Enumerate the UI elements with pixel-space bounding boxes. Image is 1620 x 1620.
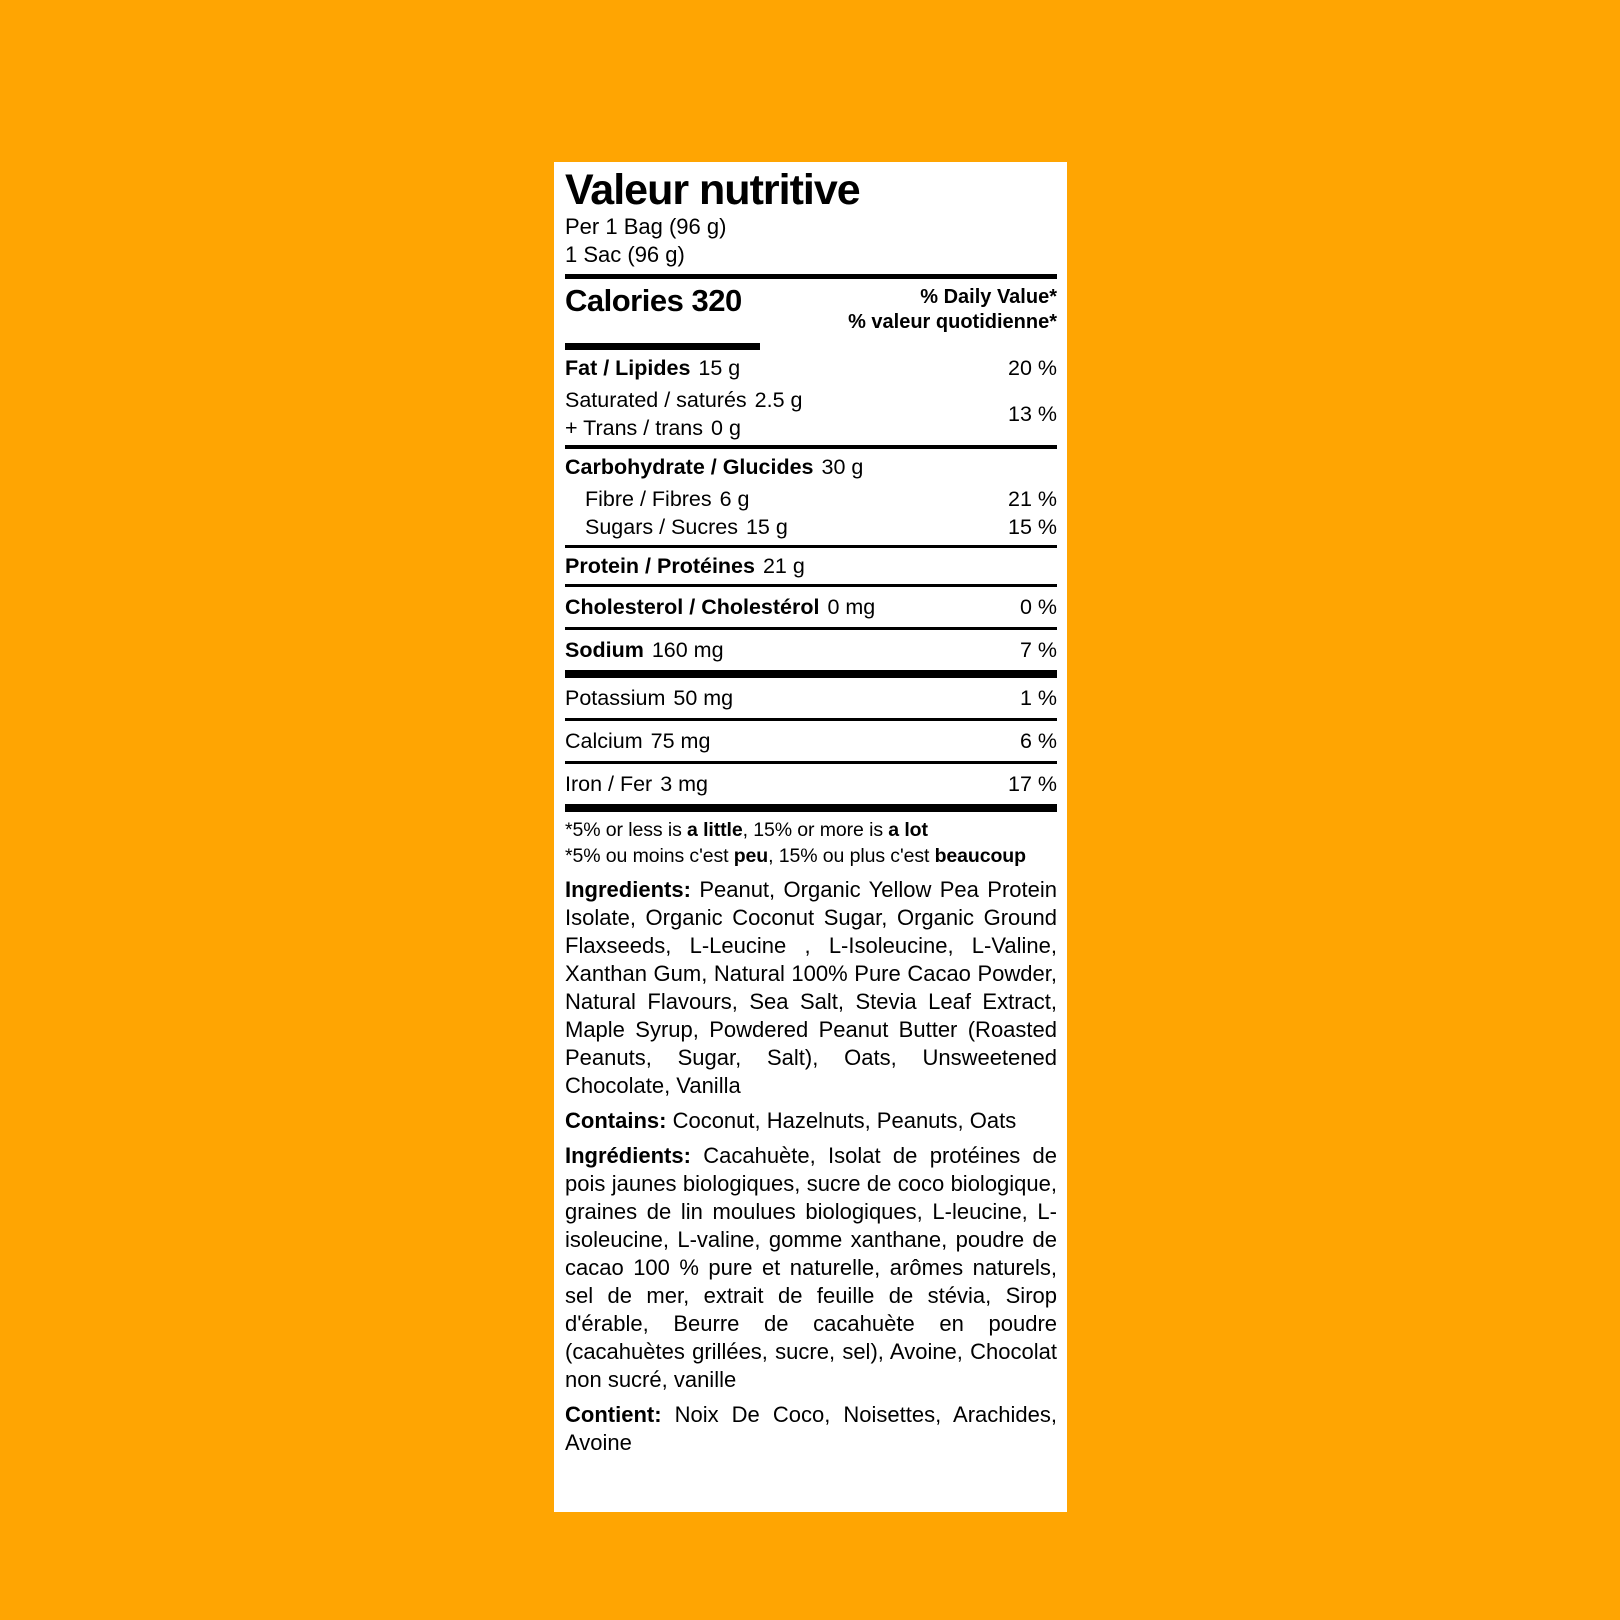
- iron-dv: 17 %: [1007, 772, 1057, 796]
- calories-label: Calories: [565, 283, 684, 318]
- calories-row: [565, 279, 1057, 335]
- divider-iron-footnote: [565, 804, 1057, 812]
- contains-en: [565, 1107, 1057, 1135]
- contains-en-text: Coconut, Hazelnuts, Peanuts, Oats: [672, 1108, 1017, 1133]
- sodium-name: Sodium: [565, 638, 644, 662]
- nutrient-row-iron: [565, 764, 1057, 804]
- contains-fr: [565, 1401, 1057, 1457]
- nutrient-row-cholesterol: [565, 587, 1057, 627]
- calories-value: [565, 285, 742, 317]
- contains-fr-label: Contient:: [565, 1402, 662, 1427]
- calcium-name: Calcium: [565, 729, 643, 753]
- ingredients-en-text: Peanut, Organic Yellow Pea Protein Isolate, Organic Coconut Sugar, Organic Ground Flaxseeds, L-Leucine , L-Isoleucine, L-Valine, Xanthan Gum, Natural 100% Pure Cacao Powder, Natural Flavours, Sea Salt, Stevia Leaf Extract, Maple Syrup, Powdered Peanut Butter (Roasted Peanuts, Sugar, Salt), Oats, Unsweetened Chocolate, Vanilla: [565, 877, 1057, 1098]
- nutrient-row-sugars: [565, 513, 1057, 545]
- calories-underline-bar: [565, 343, 760, 350]
- ingredients-en: [565, 876, 1057, 1100]
- serving-size-en: Per 1 Bag (96 g): [565, 214, 727, 239]
- ingredients-fr-label: Ingrédients:: [565, 1143, 691, 1168]
- sugars-dv: 15 %: [1007, 515, 1057, 539]
- cholesterol-name: Cholesterol / Cholestérol: [565, 595, 820, 619]
- saturated-trans-dv: 13 %: [1007, 402, 1057, 426]
- saturated-amount: 2.5 g: [754, 388, 803, 412]
- calcium-dv: 6 %: [1019, 729, 1057, 753]
- fat-name: Fat / Lipides: [565, 356, 691, 380]
- carbohydrate-amount: 30 g: [821, 455, 864, 479]
- ingredients-en-label: Ingredients:: [565, 877, 691, 902]
- contains-en-label: Contains:: [565, 1108, 667, 1133]
- potassium-name: Potassium: [565, 686, 666, 710]
- nutrient-row-sodium: [565, 630, 1057, 670]
- potassium-dv: 1 %: [1019, 686, 1057, 710]
- nutrition-facts-label: [554, 162, 1067, 1512]
- serving-size-fr: 1 Sac (96 g): [565, 242, 685, 267]
- ingredients-fr: [565, 1142, 1057, 1394]
- fibre-dv: 21 %: [1007, 487, 1057, 511]
- daily-value-header-en: % Daily Value*: [920, 286, 1057, 308]
- daily-value-header-fr: % valeur quotidienne*: [848, 311, 1057, 333]
- sodium-dv: 7 %: [1019, 638, 1057, 662]
- nutrient-row-carbohydrate: [565, 449, 1057, 485]
- sodium-amount: 160 mg: [651, 638, 724, 662]
- nutrient-row-trans: [565, 414, 802, 442]
- iron-amount: 3 mg: [660, 772, 709, 796]
- fat-dv: 20 %: [1007, 356, 1057, 380]
- trans-name: + Trans / trans: [565, 416, 704, 440]
- protein-name: Protein / Protéines: [565, 554, 755, 578]
- saturated-name: Saturated / saturés: [565, 388, 747, 412]
- nutrient-row-saturated: [565, 386, 802, 414]
- fibre-amount: 6 g: [719, 487, 750, 511]
- protein-amount: 21 g: [762, 554, 805, 578]
- iron-name: Iron / Fer: [565, 772, 653, 796]
- trans-amount: 0 g: [711, 416, 741, 440]
- carbohydrate-name: Carbohydrate / Glucides: [565, 455, 814, 479]
- fat-amount: 15 g: [698, 356, 741, 380]
- ingredients-fr-text: Cacahuète, Isolat de protéines de pois jaunes biologiques, sucre de coco biologique, graines de lin moulues biologiques, L-leucine, L-isoleucine, L-valine, gomme xanthane, poudre de cacao 100 % pure et naturelle, arômes naturels, sel de mer, extrait de feuille de stévia, Sirop d'érable, Beurre de cacahuète en poudre (cacahuètes grillées, sucre, sel), Avoine, Chocolat non sucré, vanille: [565, 1143, 1057, 1392]
- contains-fr-text: Noix De Coco, Noisettes, Arachides, Avoine: [565, 1402, 1057, 1455]
- nutrient-row-fat: [565, 350, 1057, 386]
- nutrient-row-fibre: [565, 485, 1057, 513]
- sugars-name: Sugars / Sucres: [585, 515, 738, 539]
- divider-sodium-minerals: [565, 670, 1057, 678]
- dv-footnote-en: *5% or less is a little, 15% or more is a lot: [565, 819, 928, 841]
- calories-amount: 320: [691, 283, 742, 318]
- nutrient-row-protein: [565, 548, 1057, 584]
- potassium-amount: 50 mg: [673, 686, 734, 710]
- calcium-amount: 75 mg: [650, 729, 711, 753]
- nutrient-row-potassium: [565, 678, 1057, 718]
- label-title: Valeur nutritive: [565, 166, 860, 214]
- nutrient-row-calcium: [565, 721, 1057, 761]
- fibre-name: Fibre / Fibres: [585, 487, 712, 511]
- sugars-amount: 15 g: [745, 515, 788, 539]
- daily-value-header: [848, 285, 1057, 335]
- cholesterol-dv: 0 %: [1019, 595, 1057, 619]
- dv-footnote-fr: *5% ou moins c'est peu, 15% ou plus c'est beaucoup: [565, 845, 1026, 867]
- cholesterol-amount: 0 mg: [827, 595, 876, 619]
- nutrient-row-saturated-trans: [565, 386, 1057, 445]
